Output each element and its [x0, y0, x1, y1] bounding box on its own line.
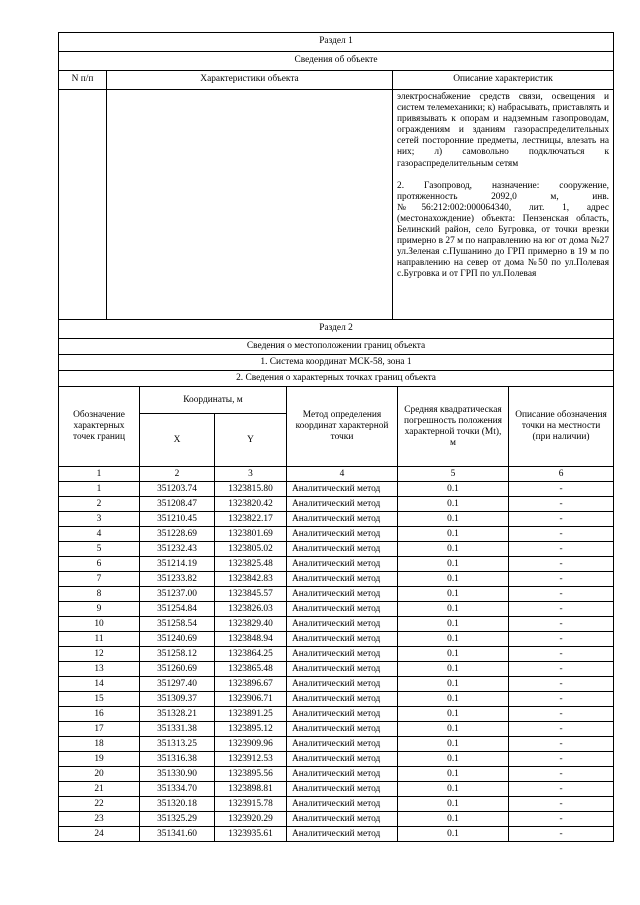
- coord-y: 1323820.42: [215, 497, 287, 512]
- point-number: 3: [59, 512, 140, 527]
- point-number: 18: [59, 737, 140, 752]
- point-number: 16: [59, 707, 140, 722]
- coord-x: 351316.38: [140, 752, 215, 767]
- header-point-description: Описание обозначения точки на местности (при наличии): [509, 387, 614, 467]
- method: Аналитический метод: [287, 812, 398, 827]
- table-row: [59, 752, 614, 767]
- point-number: 9: [59, 602, 140, 617]
- point-description: -: [509, 827, 614, 842]
- method: Аналитический метод: [287, 767, 398, 782]
- method: Аналитический метод: [287, 707, 398, 722]
- method: Аналитический метод: [287, 827, 398, 842]
- coord-y: 1323891.25: [215, 707, 287, 722]
- error-value: 0.1: [398, 767, 509, 782]
- point-description: -: [509, 707, 614, 722]
- point-description: -: [509, 797, 614, 812]
- method: Аналитический метод: [287, 677, 398, 692]
- method: Аналитический метод: [287, 737, 398, 752]
- error-value: 0.1: [398, 602, 509, 617]
- point-description: -: [509, 512, 614, 527]
- point-description: -: [509, 782, 614, 797]
- error-value: 0.1: [398, 707, 509, 722]
- header-x: X: [140, 414, 215, 467]
- coord-x: 351325.29: [140, 812, 215, 827]
- table-row: [59, 692, 614, 707]
- method: Аналитический метод: [287, 557, 398, 572]
- point-number: 2: [59, 497, 140, 512]
- point-number: 23: [59, 812, 140, 827]
- point-description: -: [509, 692, 614, 707]
- method: Аналитический метод: [287, 722, 398, 737]
- method: Аналитический метод: [287, 797, 398, 812]
- section1-table: [58, 32, 614, 320]
- coord-x: 351208.47: [140, 497, 215, 512]
- coord-y: 1323935.61: [215, 827, 287, 842]
- coord-y: 1323915.78: [215, 797, 287, 812]
- point-number: 7: [59, 572, 140, 587]
- column-number: 4: [287, 467, 398, 482]
- table-row: [59, 527, 614, 542]
- point-description: -: [509, 587, 614, 602]
- point-description: -: [509, 632, 614, 647]
- table-row: [59, 767, 614, 782]
- column-number: 1: [59, 467, 140, 482]
- table-row: [59, 722, 614, 737]
- point-description: -: [509, 527, 614, 542]
- coord-x: 351331.38: [140, 722, 215, 737]
- section1-title: Раздел 1: [59, 33, 614, 52]
- coord-y: 1323805.02: [215, 542, 287, 557]
- coord-x: 351334.70: [140, 782, 215, 797]
- column-number: 6: [509, 467, 614, 482]
- method: Аналитический метод: [287, 482, 398, 497]
- error-value: 0.1: [398, 572, 509, 587]
- column-number: 2: [140, 467, 215, 482]
- table-row: [59, 482, 614, 497]
- coord-x: 351341.60: [140, 827, 215, 842]
- coord-x: 351233.82: [140, 572, 215, 587]
- document-page: [58, 32, 613, 842]
- table-row: [59, 557, 614, 572]
- error-value: 0.1: [398, 587, 509, 602]
- description-paragraph-2: 2. Газопровод, назначение: сооружение, протяженность 2092,0 м, инв.№56:212:002:000064340, лит. 1, адрес (местонахождение) объекта: Пензенская область, Белинский район, село Бугровка, от точки врезки примерно в 27 м по направлению на юг от дома №27 ул.Зеленая с.Пушанино до ГРП примерно в 19 м по направлению на север от дома №50 по ул.Полевая с.Бугровка и от ГРП по ул.Полевая: [397, 180, 610, 280]
- error-value: 0.1: [398, 512, 509, 527]
- table-row: [59, 797, 614, 812]
- point-description: -: [509, 662, 614, 677]
- coord-y: 1323909.96: [215, 737, 287, 752]
- method: Аналитический метод: [287, 632, 398, 647]
- table-row: [59, 497, 614, 512]
- column-number: 3: [215, 467, 287, 482]
- coord-x: 351237.00: [140, 587, 215, 602]
- point-description: -: [509, 737, 614, 752]
- coord-x: 351313.25: [140, 737, 215, 752]
- coord-x: 351232.43: [140, 542, 215, 557]
- coord-y: 1323898.81: [215, 782, 287, 797]
- method: Аналитический метод: [287, 782, 398, 797]
- table-row: [59, 677, 614, 692]
- error-value: 0.1: [398, 752, 509, 767]
- section2-table: [58, 319, 614, 842]
- method: Аналитический метод: [287, 662, 398, 677]
- point-description: -: [509, 647, 614, 662]
- point-number: 6: [59, 557, 140, 572]
- point-number: 1: [59, 482, 140, 497]
- coord-x: 351258.12: [140, 647, 215, 662]
- method: Аналитический метод: [287, 617, 398, 632]
- coord-x: 351254.84: [140, 602, 215, 617]
- error-value: 0.1: [398, 527, 509, 542]
- coord-x: 351328.21: [140, 707, 215, 722]
- method: Аналитический метод: [287, 512, 398, 527]
- point-description: -: [509, 617, 614, 632]
- coord-y: 1323895.12: [215, 722, 287, 737]
- point-number: 20: [59, 767, 140, 782]
- coord-y: 1323906.71: [215, 692, 287, 707]
- table-row: [59, 782, 614, 797]
- point-number: 15: [59, 692, 140, 707]
- coord-x: 351228.69: [140, 527, 215, 542]
- point-description: -: [509, 767, 614, 782]
- point-number: 11: [59, 632, 140, 647]
- method: Аналитический метод: [287, 752, 398, 767]
- error-value: 0.1: [398, 662, 509, 677]
- point-number: 22: [59, 797, 140, 812]
- coord-y: 1323845.57: [215, 587, 287, 602]
- table-row: [59, 572, 614, 587]
- coord-x: 351240.69: [140, 632, 215, 647]
- table-row: [59, 707, 614, 722]
- error-value: 0.1: [398, 737, 509, 752]
- coord-x: 351330.90: [140, 767, 215, 782]
- coord-y: 1323822.17: [215, 512, 287, 527]
- point-description: -: [509, 482, 614, 497]
- point-number: 5: [59, 542, 140, 557]
- section1-subtitle: Сведения об объекте: [59, 52, 614, 71]
- coord-y: 1323829.40: [215, 617, 287, 632]
- table-row: [59, 587, 614, 602]
- error-value: 0.1: [398, 617, 509, 632]
- table-row: [59, 812, 614, 827]
- column-number: 5: [398, 467, 509, 482]
- error-value: 0.1: [398, 557, 509, 572]
- number-cell: [59, 90, 107, 320]
- point-description: -: [509, 572, 614, 587]
- coord-y: 1323864.25: [215, 647, 287, 662]
- coord-y: 1323801.69: [215, 527, 287, 542]
- table-row: [59, 827, 614, 842]
- error-value: 0.1: [398, 782, 509, 797]
- point-number: 24: [59, 827, 140, 842]
- coord-system: 1. Система координат МСК-58, зона 1: [59, 355, 614, 371]
- method: Аналитический метод: [287, 527, 398, 542]
- header-y: Y: [215, 414, 287, 467]
- point-description: -: [509, 557, 614, 572]
- error-value: 0.1: [398, 677, 509, 692]
- point-number: 4: [59, 527, 140, 542]
- point-number: 19: [59, 752, 140, 767]
- header-description: Описание характеристик: [393, 71, 614, 90]
- point-description: -: [509, 677, 614, 692]
- point-description: -: [509, 752, 614, 767]
- header-characteristics: Характеристики объекта: [107, 71, 393, 90]
- point-description: -: [509, 722, 614, 737]
- table-row: [59, 737, 614, 752]
- method: Аналитический метод: [287, 692, 398, 707]
- header-method: Метод определения координат характерной точки: [287, 387, 398, 467]
- coord-y: 1323848.94: [215, 632, 287, 647]
- coord-x: 351297.40: [140, 677, 215, 692]
- coord-x: 351309.37: [140, 692, 215, 707]
- point-description: -: [509, 812, 614, 827]
- points-title: 2. Сведения о характерных точках границ объекта: [59, 371, 614, 387]
- method: Аналитический метод: [287, 587, 398, 602]
- method: Аналитический метод: [287, 542, 398, 557]
- table-row: [59, 602, 614, 617]
- point-number: 21: [59, 782, 140, 797]
- coord-y: 1323865.48: [215, 662, 287, 677]
- point-number: 10: [59, 617, 140, 632]
- error-value: 0.1: [398, 647, 509, 662]
- coord-x: 351203.74: [140, 482, 215, 497]
- header-designation: Обозначение характерных точек границ: [59, 387, 140, 467]
- method: Аналитический метод: [287, 572, 398, 587]
- header-coords: Координаты, м: [140, 387, 287, 414]
- error-value: 0.1: [398, 497, 509, 512]
- table-row: [59, 542, 614, 557]
- error-value: 0.1: [398, 482, 509, 497]
- error-value: 0.1: [398, 812, 509, 827]
- coord-y: 1323825.48: [215, 557, 287, 572]
- header-number: N п/п: [59, 71, 107, 90]
- point-number: 12: [59, 647, 140, 662]
- coord-y: 1323842.83: [215, 572, 287, 587]
- point-number: 8: [59, 587, 140, 602]
- description-paragraph-1: электроснабжение средств связи, освещения и систем телемеханики; к) набрасывать, приставлять и привязывать к опорам и надземным газопроводам, ограждениям и зданиям газораспределительных сетей посторонние предметы, лестницы, влезать на них; л) самовольно подключаться к газораспределительным сетям: [397, 92, 610, 169]
- coord-y: 1323912.53: [215, 752, 287, 767]
- method: Аналитический метод: [287, 647, 398, 662]
- section2-title: Раздел 2: [59, 320, 614, 339]
- description-cell: [393, 90, 614, 320]
- error-value: 0.1: [398, 542, 509, 557]
- point-number: 17: [59, 722, 140, 737]
- error-value: 0.1: [398, 797, 509, 812]
- point-description: -: [509, 542, 614, 557]
- error-value: 0.1: [398, 692, 509, 707]
- coord-y: 1323826.03: [215, 602, 287, 617]
- coord-x: 351258.54: [140, 617, 215, 632]
- method: Аналитический метод: [287, 497, 398, 512]
- method: Аналитический метод: [287, 602, 398, 617]
- coord-y: 1323920.29: [215, 812, 287, 827]
- error-value: 0.1: [398, 722, 509, 737]
- section2-subtitle: Сведения о местоположении границ объекта: [59, 339, 614, 355]
- point-number: 14: [59, 677, 140, 692]
- characteristics-cell: [107, 90, 393, 320]
- header-error: Средняя квадратическая погрешность положения характерной точки (Mt), м: [398, 387, 509, 467]
- table-row: [59, 512, 614, 527]
- coord-y: 1323815.80: [215, 482, 287, 497]
- coord-x: 351260.69: [140, 662, 215, 677]
- error-value: 0.1: [398, 827, 509, 842]
- points-table-body: [59, 482, 614, 842]
- coord-x: 351320.18: [140, 797, 215, 812]
- coord-x: 351210.45: [140, 512, 215, 527]
- table-row: [59, 647, 614, 662]
- point-description: -: [509, 497, 614, 512]
- error-value: 0.1: [398, 632, 509, 647]
- coord-y: 1323895.56: [215, 767, 287, 782]
- table-row: [59, 662, 614, 677]
- table-row: [59, 632, 614, 647]
- coord-x: 351214.19: [140, 557, 215, 572]
- point-number: 13: [59, 662, 140, 677]
- coord-y: 1323896.67: [215, 677, 287, 692]
- point-description: -: [509, 602, 614, 617]
- table-row: [59, 617, 614, 632]
